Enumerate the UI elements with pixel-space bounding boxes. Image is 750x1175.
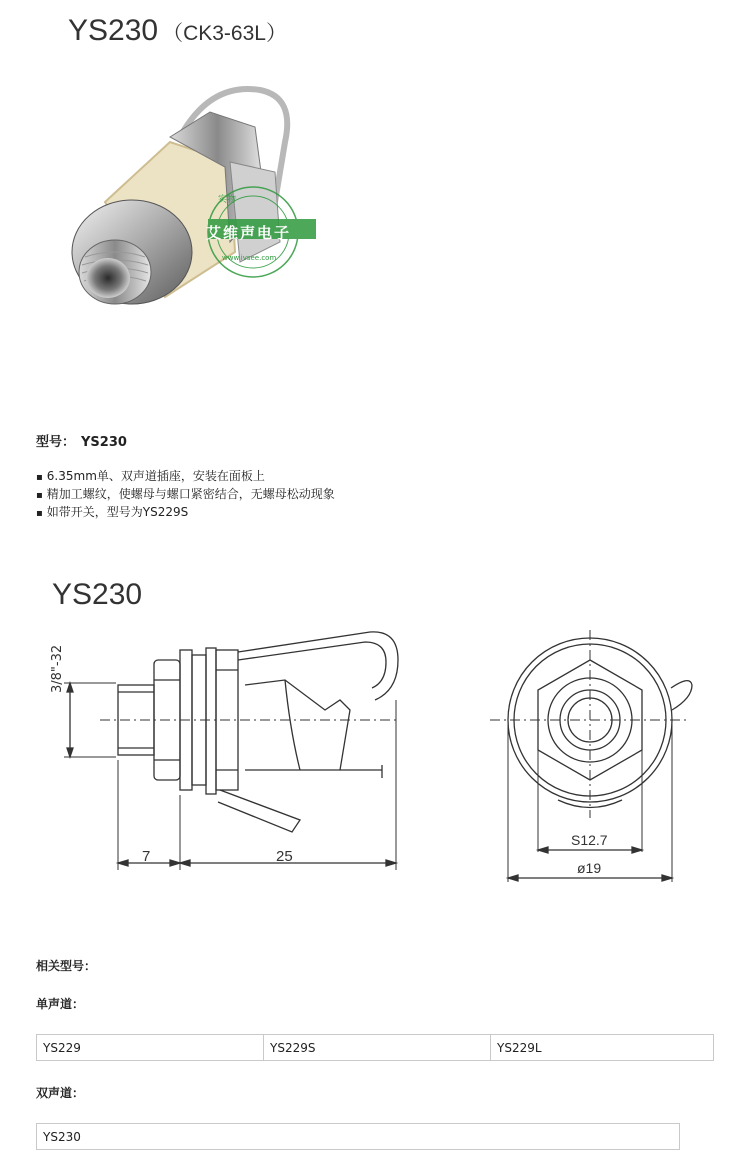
feature-item: ▪ 6.35mm单、双声道插座，安装在面板上: [36, 468, 335, 486]
stereo-title: 双声道：: [36, 1086, 85, 1100]
related-title: 相关型号：: [36, 959, 97, 973]
feature-list: [36, 468, 335, 522]
dim-s127: S12.7: [571, 832, 608, 848]
dim-thread: 3/8"-32: [50, 644, 65, 693]
table-cell: YS230: [37, 1124, 680, 1150]
feature-item: ▪ 精加工螺纹，使螺母与螺口紧密结合，无螺母松动现象: [36, 486, 335, 504]
watermark-top: 实物: [218, 195, 237, 205]
mono-title: 单声道：: [36, 997, 85, 1011]
model-value: YS230: [81, 435, 127, 450]
table-cell: YS229: [37, 1035, 264, 1061]
drawing-title: YS230: [52, 578, 143, 611]
dim-d19: ø19: [577, 860, 602, 876]
stereo-table: [36, 1123, 680, 1150]
table-cell: YS229L: [491, 1035, 714, 1061]
page-title: [68, 14, 287, 48]
side-view: [64, 632, 400, 870]
table-cell: YS229S: [264, 1035, 491, 1061]
table-row: [37, 1124, 680, 1150]
dim-25: 25: [276, 848, 293, 865]
model-label: 型号：: [36, 435, 76, 450]
model-line: [36, 431, 127, 450]
dim-7: 7: [142, 848, 151, 865]
title-subtitle: （CK3-63L）: [162, 22, 287, 45]
feature-item: ▪ 如带开关，型号为YS229S: [36, 504, 335, 522]
title-model: YS230: [68, 14, 159, 47]
product-photo: [60, 82, 330, 322]
table-row: [37, 1035, 714, 1061]
mono-table: [36, 1034, 714, 1061]
watermark-url: www.ivsee.com: [222, 254, 277, 262]
watermark-text: 艾维声电子: [206, 224, 292, 242]
